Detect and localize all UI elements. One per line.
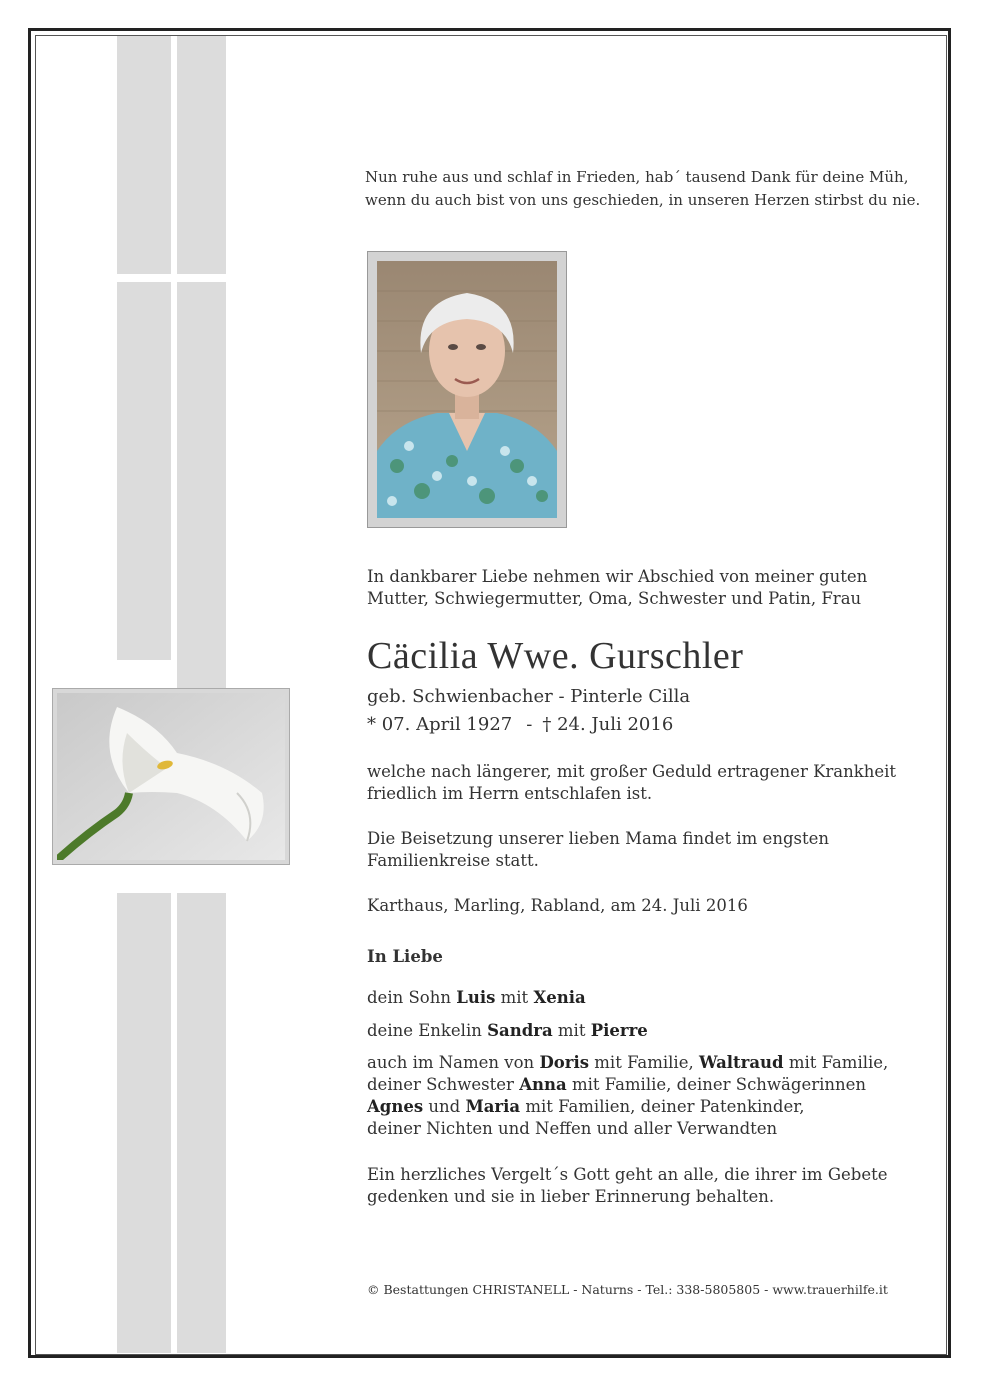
poem-line: wenn du auch bist von uns geschieden, in unseren Herzen stirbst du nie. bbox=[365, 191, 921, 209]
poem bbox=[365, 166, 925, 212]
portrait-image bbox=[377, 261, 557, 518]
family-line bbox=[367, 1052, 927, 1074]
family-name: Waltraud bbox=[698, 1053, 784, 1072]
life-dates bbox=[367, 714, 927, 736]
mourner-granddaughter bbox=[367, 1020, 927, 1042]
band-segment bbox=[117, 893, 171, 1353]
son-partner-name: Xenia bbox=[533, 988, 586, 1007]
band-segment bbox=[117, 282, 171, 660]
family-name: Anna bbox=[519, 1075, 567, 1094]
family-text: auch im Namen von bbox=[367, 1053, 535, 1072]
family-line bbox=[367, 1074, 927, 1096]
date-separator: - bbox=[526, 714, 533, 735]
family-name: Doris bbox=[539, 1053, 590, 1072]
family-text: deiner Schwester bbox=[367, 1075, 514, 1094]
deceased-name: Cäcilia Wwe. Gurschler bbox=[367, 635, 744, 677]
family-text: mit Familie, deiner Schwägerinnen bbox=[571, 1075, 867, 1094]
band-segment bbox=[177, 36, 226, 274]
burial-text bbox=[367, 828, 927, 872]
illness-line: friedlich im Herrn entschlafen ist. bbox=[367, 784, 653, 803]
maiden-name: geb. Schwienbacher - Pinterle Cilla bbox=[367, 686, 691, 707]
family-line: deiner Nichten und Neffen und aller Verwandten bbox=[367, 1119, 778, 1138]
mourner-son bbox=[367, 987, 927, 1009]
burial-line: Familienkreise statt. bbox=[367, 851, 539, 870]
granddaughter-name: Sandra bbox=[487, 1021, 553, 1040]
thanks-line: gedenken und sie in lieber Erinnerung behalten. bbox=[367, 1187, 775, 1206]
illness-line: welche nach längerer, mit großer Geduld ertragener Krankheit bbox=[367, 762, 897, 781]
illness-text bbox=[367, 761, 927, 805]
son-name: Luis bbox=[456, 988, 496, 1007]
mourner-family bbox=[367, 1052, 927, 1140]
family-name: Agnes bbox=[367, 1097, 424, 1116]
thanks-text bbox=[367, 1164, 927, 1208]
place-date: Karthaus, Marling, Rabland, am 24. Juli 2016 bbox=[367, 896, 748, 915]
birth-date: * 07. April 1927 bbox=[367, 714, 513, 735]
portrait-photo bbox=[367, 251, 567, 528]
band-segment bbox=[177, 282, 226, 690]
death-date: † 24. Juli 2016 bbox=[542, 714, 674, 735]
calla-lily-image bbox=[57, 693, 285, 860]
band-segment bbox=[117, 36, 171, 274]
family-text: mit Familie, bbox=[788, 1053, 889, 1072]
family-line bbox=[367, 1096, 927, 1118]
in-liebe-heading: In Liebe bbox=[367, 947, 443, 966]
intro-line: Mutter, Schwiegermutter, Oma, Schwester und Patin, Frau bbox=[367, 589, 862, 608]
grand-partner-name: Pierre bbox=[590, 1021, 648, 1040]
family-text: und bbox=[428, 1097, 461, 1116]
with-word: mit bbox=[500, 988, 529, 1007]
son-prefix: dein Sohn bbox=[367, 988, 451, 1007]
burial-line: Die Beisetzung unserer lieben Mama findet im engsten bbox=[367, 829, 829, 848]
family-name: Maria bbox=[465, 1097, 521, 1116]
footer-credit: © Bestattungen CHRISTANELL - Naturns - Tel.: 338-5805805 - www.trauerhilfe.it bbox=[367, 1282, 888, 1297]
family-text: mit Familie, bbox=[594, 1053, 694, 1072]
band-segment bbox=[177, 893, 226, 1353]
intro-text bbox=[367, 566, 927, 610]
calla-lily-photo bbox=[52, 688, 290, 865]
family-text: mit Familien, deiner Patenkinder, bbox=[525, 1097, 805, 1116]
thanks-line: Ein herzliches Vergelt´s Gott geht an alle, die ihrer im Gebete bbox=[367, 1165, 888, 1184]
with-word: mit bbox=[557, 1021, 586, 1040]
intro-line: In dankbarer Liebe nehmen wir Abschied von meiner guten bbox=[367, 567, 868, 586]
grand-prefix: deine Enkelin bbox=[367, 1021, 482, 1040]
poem-line: Nun ruhe aus und schlaf in Frieden, hab´ tausend Dank für deine Müh, bbox=[365, 168, 909, 186]
